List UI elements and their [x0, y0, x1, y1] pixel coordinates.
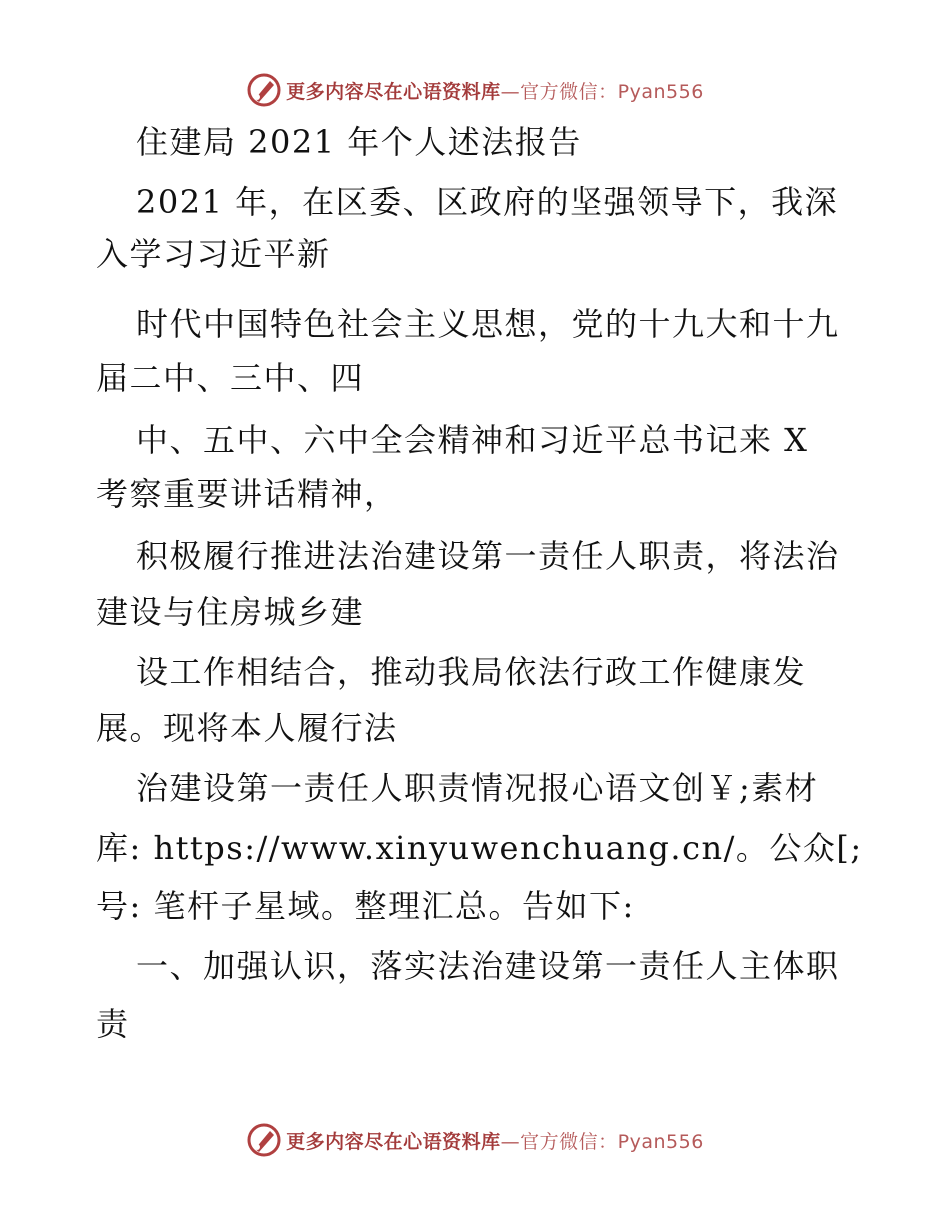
pen-logo-icon: [246, 1122, 282, 1158]
paragraph-line: 2021 年，在区委、区政府的坚强领导下，我深: [136, 183, 839, 221]
paragraph-line: 设工作相结合，推动我局依法行政工作健康发: [136, 653, 807, 691]
paragraph-line: 入学习习近平新: [96, 235, 331, 273]
document-title: 住建局 2021 年个人述法报告: [136, 123, 582, 161]
paragraph-line: 治建设第一责任人职责情况报心语文创￥;素材: [136, 769, 819, 807]
watermark-text: 更多内容尽在心语资料库—官方微信：Pyan556: [286, 80, 704, 103]
paragraph-line: 展。现将本人履行法: [96, 709, 398, 747]
paragraph-line: 库: https://www.xinyuwenchuang.cn/。公众[;: [96, 829, 863, 867]
paragraph-line: 届二中、三中、四: [96, 359, 365, 397]
watermark-text: 更多内容尽在心语资料库—官方微信：Pyan556: [286, 1130, 704, 1153]
section-heading: 责: [96, 1005, 130, 1043]
paragraph-line: 建设与住房城乡建: [96, 593, 365, 631]
paragraph-line: 考察重要讲话精神，: [96, 475, 398, 513]
paragraph-line: 号: 笔杆子星域。整理汇总。告如下:: [96, 887, 635, 925]
watermark-header: [0, 70, 950, 110]
pen-logo-icon: [246, 72, 282, 108]
paragraph-line: 积极履行推进法治建设第一责任人职责，将法治: [136, 537, 840, 575]
paragraph-line: 时代中国特色社会主义思想，党的十九大和十九: [136, 305, 840, 343]
paragraph-line: 中、五中、六中全会精神和习近平总书记来 X: [136, 421, 809, 459]
watermark-footer: [0, 1120, 950, 1160]
section-heading: 一、加强认识，落实法治建设第一责任人主体职: [136, 947, 840, 985]
